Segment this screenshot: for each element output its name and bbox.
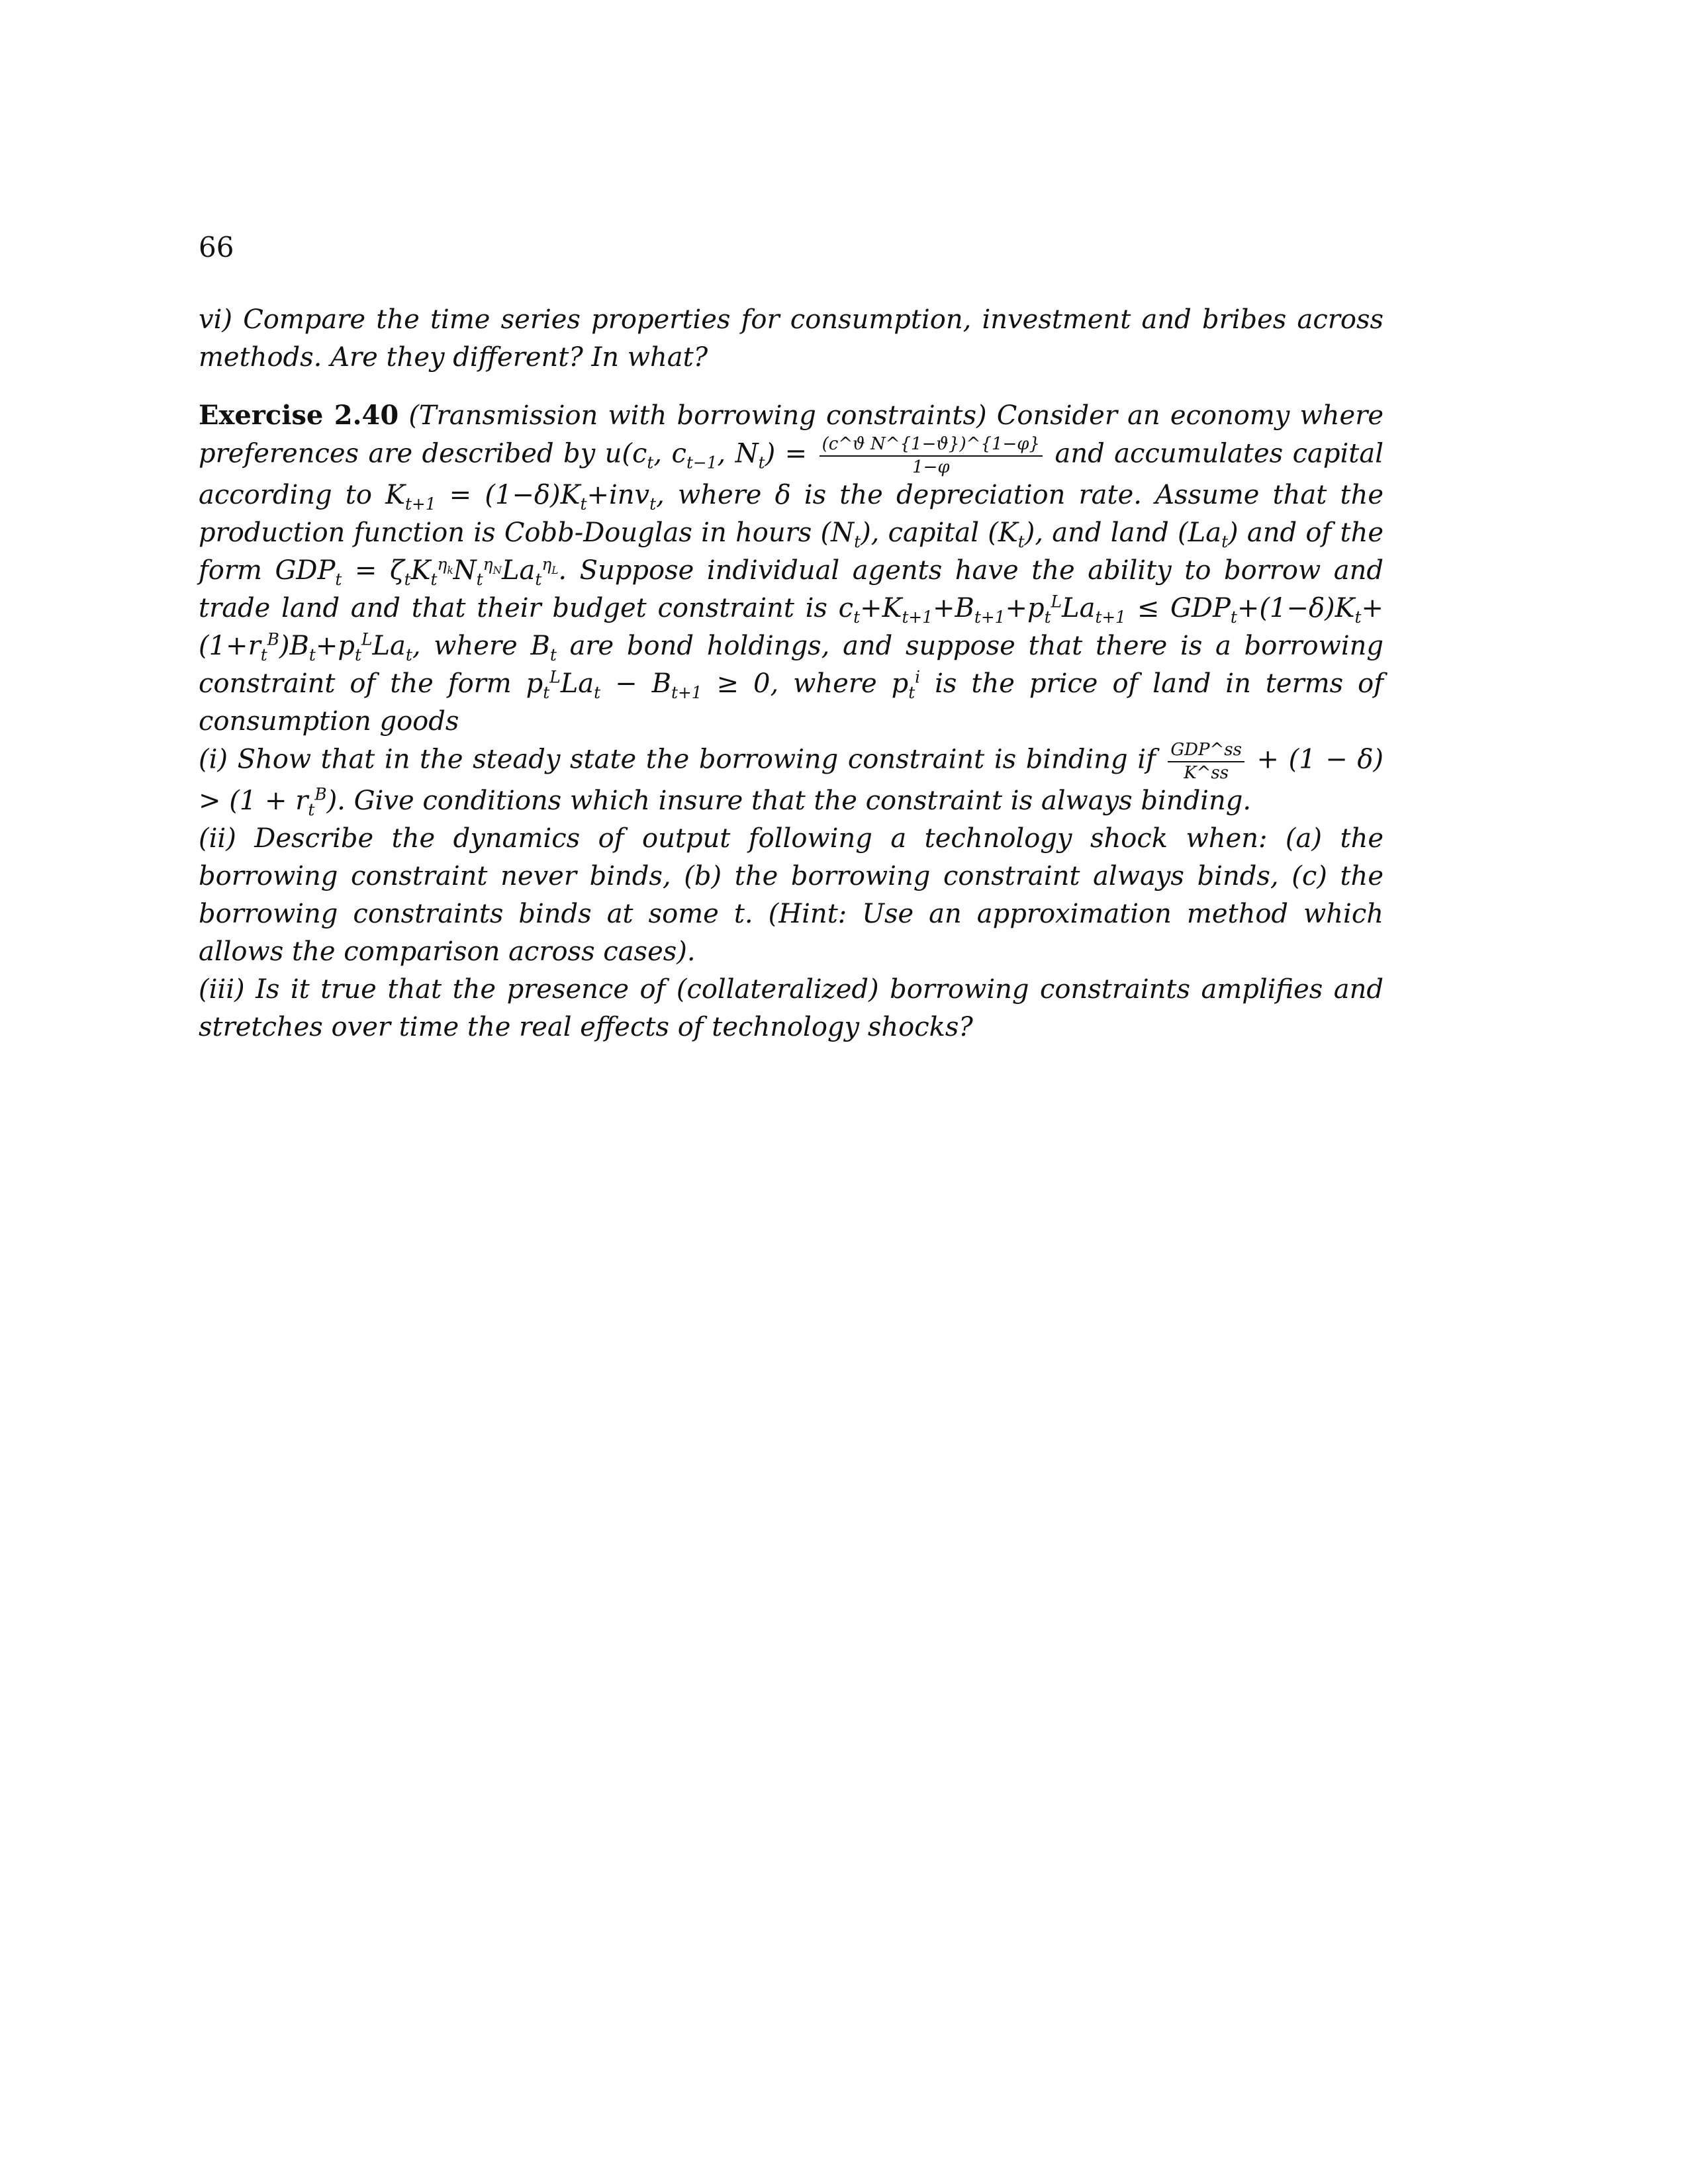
exercise-intro-text-7: ), and land (La bbox=[1024, 518, 1222, 549]
exercise-intro-text-4: +inv bbox=[586, 480, 650, 511]
exercise-2-40: Exercise 2.40 (Transmission with borrowing constraints) Consider an economy where preferences are described by $u(c_t$, $c_{t-1}$, $N_t$) = $\frac{\text{(c\textasciicircum{}ϑ N\textasciicircum{}\{1−ϑ\})\textasciicircum{}\{1−φ\}}}{1-\varphi}$ and accumulates capital according to $K_{t+1} = (1-\delta)K_t+inv_t$, where δ is the depreciation rate. Assume that the production function is Cobb-Douglas in hours $(N_t)$, capital $(K_t)$, and land $(La_t)$ and of the form $GDP_t = \zeta_tK_t^{\eta_k}N_t^{\eta_N}La_t^{\eta_L}$. Suppose individual agents have the ability to borrow and trade land and that their budget constraint is $c_t+K_{t+1}+B_{t+1}+p_t^LLa_{t+1} \le GDP_t+(1-\delta)K_t+(1+r_t^B)B_t+p_t^LLa_t$, where $B_t$ are bond holdings, and suppose that there is a borrowing constraint of the form $p_t^LLa_t - B_{t+1} \ge 0$, where $p_t^i$ is the price of land in terms of consumption goods (i) Show that in the steady state the borrowing constraint is binding if $\frac{\text{GDP\textasciicircum{}ss}}{K\^{}ss}$ + $(1 - \delta) > (1 + r_t^B)$. Give conditions which insure that the constraint is always binding. (ii) Describe the dynamics of output following a technology shock when: (a) the borrowing constraint never binds, (b) the borrowing constraint always binds, (c) the borrowing constraints binds at some t. (Hint: Use an approximation method which allows the comparison across cases). (iii) Is it true that the presence of (collateralized) borrowing constraints amplifies and stretches over time the real effects of technology shocks? bbox=[199, 396, 1383, 1046]
steady-state-fraction-numerator: GDP^ss bbox=[1168, 741, 1244, 762]
steady-state-fraction-denominator: K^ss bbox=[1184, 762, 1229, 783]
exercise-intro-text-6: ), capital (K bbox=[861, 518, 1018, 549]
page-body bbox=[199, 301, 1383, 1046]
exercise-intro-text-11: are bond holdings, and suppose that there is a borrowing constraint of the form p bbox=[199, 631, 1384, 700]
previous-question-vi: vi) Compare the time series properties for consumption, investment and bribes across methods. Are they different? In what? bbox=[199, 304, 1383, 373]
exercise-intro-text-13: is the price of land in terms of consumption goods bbox=[199, 668, 1384, 737]
question-i-text-b: + (1 − δ) > (1 + r bbox=[199, 744, 1384, 817]
question-i-text-c: ). Give conditions which insure that the constraint is always binding. bbox=[326, 786, 1252, 817]
question-i-text-a: (i) Show that in the steady state the borrowing constraint is binding if bbox=[199, 744, 1156, 775]
exercise-intro-text-1: Consider an economy where preferences are described by u(c bbox=[199, 400, 1383, 469]
question-i: (i) Show that in the steady state the borrowing constraint is binding if $\frac{\text{GDP\textasciicircum{}ss}}{K\^{}ss}$ + $(1 - \delta) > (1 + r_t^B)$. Give conditions which insure that the constraint is always binding. bbox=[199, 740, 1384, 820]
exercise-intro-text-8: ) and of the form GDP bbox=[199, 518, 1384, 586]
exercise-title: (Transmission with borrowing constraints) bbox=[408, 400, 987, 431]
steady-state-fraction bbox=[1168, 741, 1244, 782]
utility-fraction-denominator: 1−φ bbox=[912, 457, 950, 477]
question-ii: (ii) Describe the dynamics of output following a technology shock when: (a) the borrowing constraint never binds, (b) the borrowing constraint always binds, (c) the borrowing constraints binds at some t. (Hint: Use an approximation method which allows the comparison across cases). bbox=[199, 823, 1383, 968]
utility-fraction bbox=[820, 435, 1043, 477]
exercise-intro-text-9: . Suppose individual agents have the ability to borrow and trade land and that their budget constraint is c bbox=[199, 555, 1384, 624]
question-iii: (iii) Is it true that the presence of (collateralized) borrowing constraints amplifies and stretches over time the real effects of technology shocks? bbox=[199, 974, 1383, 1043]
exercise-intro-text-10: where B bbox=[434, 631, 550, 662]
utility-fraction-numerator: (c^ϑ N^{1−ϑ})^{1−φ} bbox=[820, 435, 1043, 457]
exercise-intro-text-12: ≥ 0, where p bbox=[716, 668, 909, 700]
exercise-intro-text-5: , where δ is the depreciation rate. Assume that the production function is Cobb-Douglas in hours (N bbox=[199, 480, 1384, 549]
page-number: 66 bbox=[199, 231, 234, 263]
exercise-intro-text-3: = (1−δ)K bbox=[449, 480, 581, 511]
exercise-heading: Exercise 2.40 bbox=[199, 400, 399, 431]
exercise-intro-text-2: and accumulates capital according to K bbox=[199, 438, 1383, 511]
